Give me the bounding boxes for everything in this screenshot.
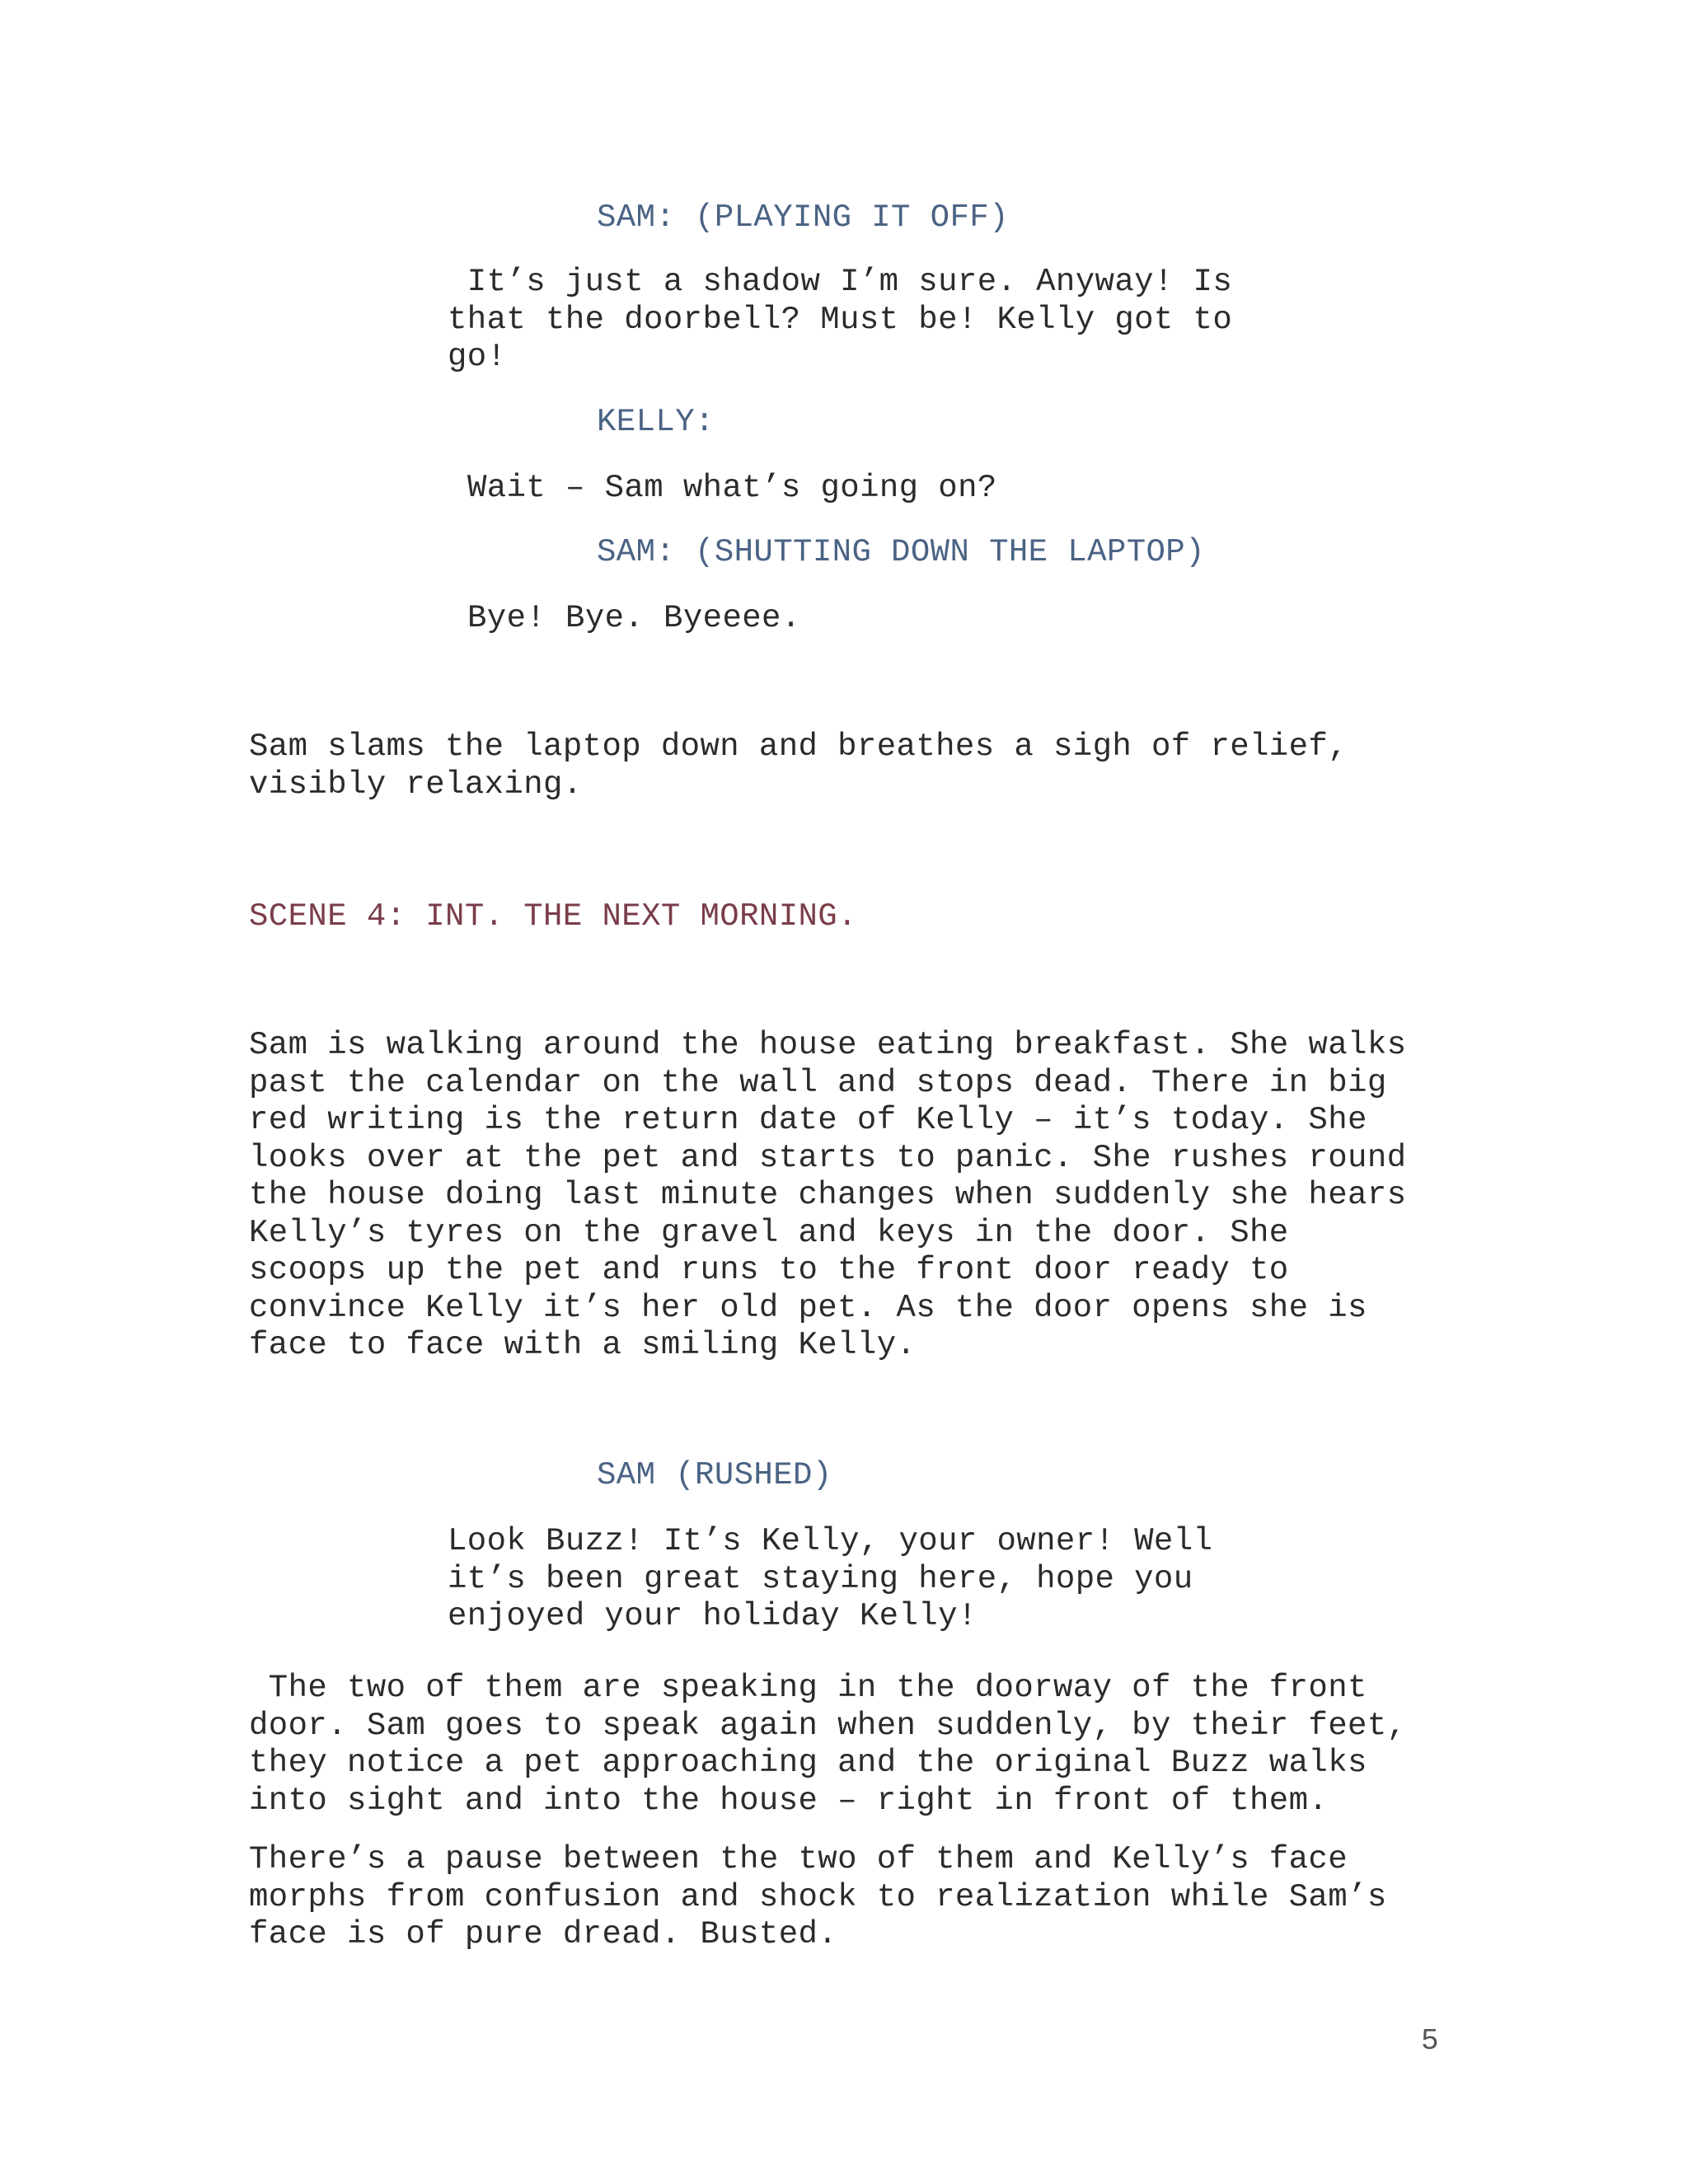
- action-doorway: The two of them are speaking in the doorway of the front door. Sam goes to speak again when suddenly, by their feet, they notice a pet approaching and the original Buzz walks into sight and into the house – right in front of them.: [249, 1670, 1407, 1819]
- character-cue-sam-shutting-down: SAM: (SHUTTING DOWN THE LAPTOP): [597, 534, 1205, 570]
- scene-heading: SCENE 4: INT. THE NEXT MORNING.: [249, 898, 857, 935]
- character-cue-sam-rushed: SAM (RUSHED): [597, 1457, 832, 1493]
- dialogue-sam-bye: Bye! Bye. Byeeee.: [467, 600, 801, 636]
- action-laptop-slam: Sam slams the laptop down and breathes a sigh of relief, visibly relaxing.: [249, 729, 1348, 803]
- dialogue-kelly-wait: Wait – Sam what’s going on?: [467, 470, 997, 506]
- dialogue-sam-shadow: It’s just a shadow I’m sure. Anyway! Is that the doorbell? Must be! Kelly got to go!: [448, 264, 1233, 375]
- action-busted: There’s a pause between the two of them and Kelly’s face morphs from confusion and shock to realization while Sam’s face is of pure dread. Busted.: [249, 1841, 1387, 1952]
- action-next-morning: Sam is walking around the house eating breakfast. She walks past the calendar on the wall and stops dead. There in big red writing is the return date of Kelly – it’s today. She looks over at the pet and starts to panic. She rushes round the house doing last minute changes when suddenly she hears Kelly’s tyres on the gravel and keys in the door. She scoops up the pet and runs to the front door ready to convince Kelly it’s her old pet. As the door opens she is face to face with a smiling Kelly.: [249, 1027, 1407, 1363]
- dialogue-sam-look-buzz: Look Buzz! It’s Kelly, your owner! Well it’s been great staying here, hope you enjoyed your holiday Kelly!: [448, 1523, 1213, 1634]
- character-cue-kelly: KELLY:: [597, 404, 715, 440]
- character-cue-sam-playing-it-off: SAM: (PLAYING IT OFF): [597, 199, 1009, 236]
- page-number: 5: [1421, 2024, 1439, 2058]
